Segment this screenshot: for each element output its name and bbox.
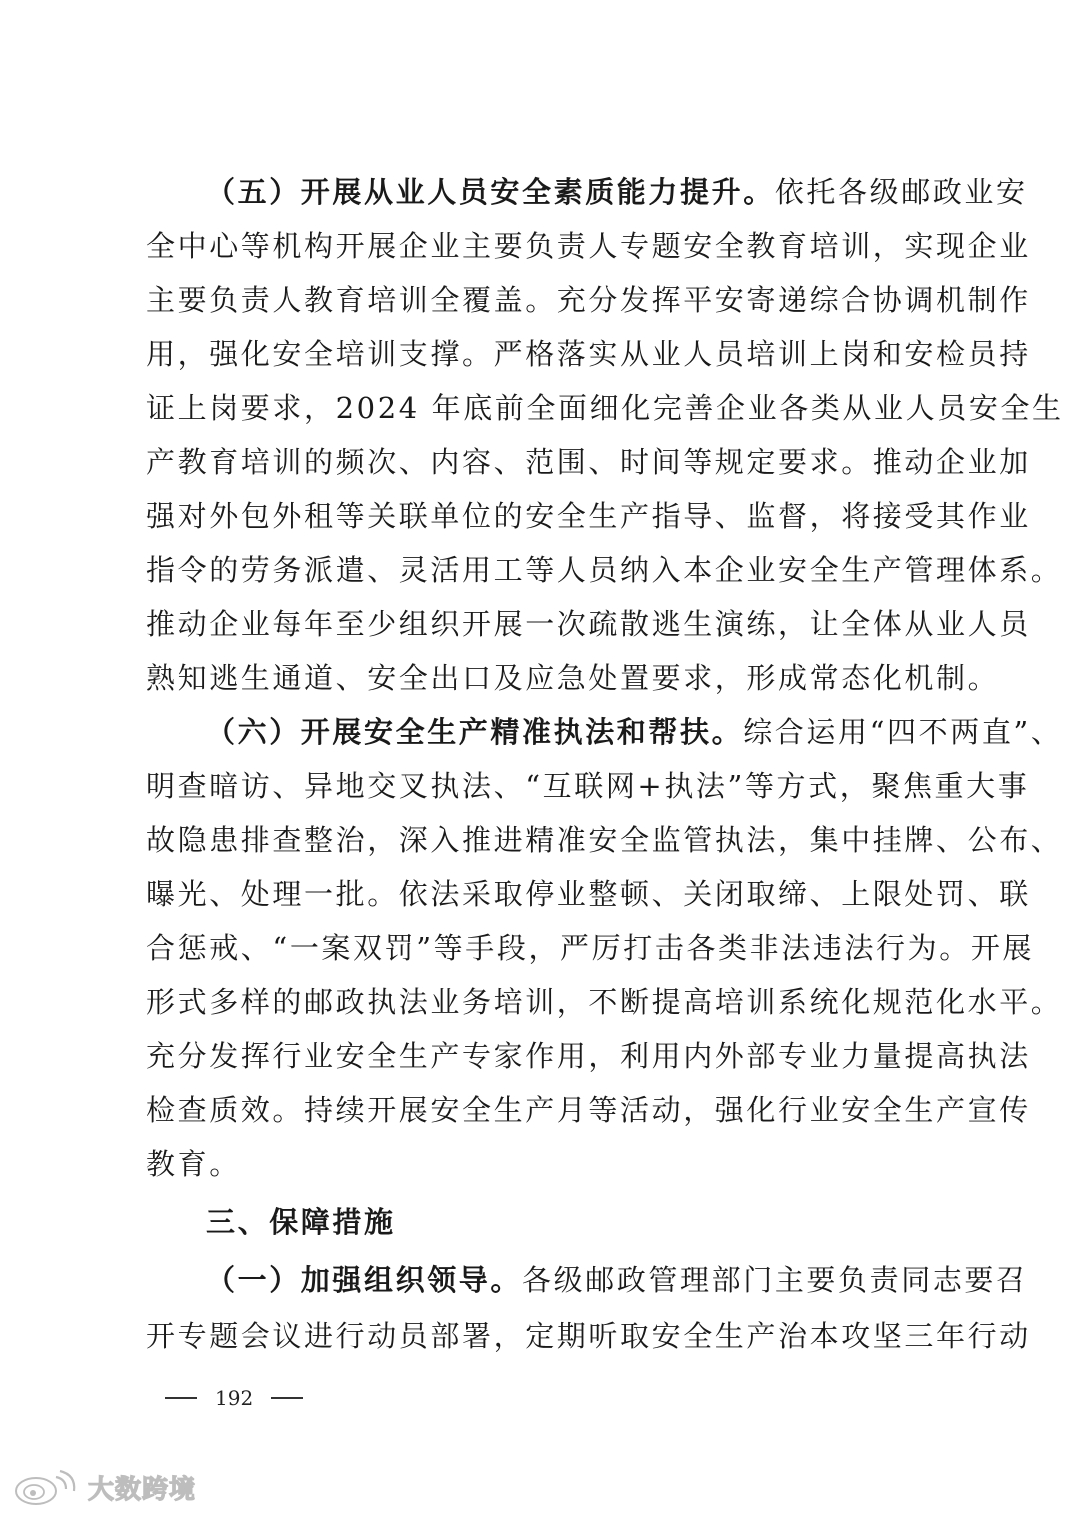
paragraph-six-line-3: 故隐患排查整治，深入推进精准安全监管执法，集中挂牌、公布、	[146, 823, 1063, 857]
watermark	[12, 1467, 196, 1507]
paragraph-six-line-9: 教育。	[146, 1147, 241, 1181]
paragraph-five-heading: （五）开展从业人员安全素质能力提升。	[206, 175, 775, 209]
paragraph-six-line-2: 明查暗访、异地交叉执法、“互联网+执法”等方式，聚焦重大事	[146, 769, 1030, 803]
paragraph-six-line-7: 充分发挥行业安全生产专家作用，利用内外部专业力量提高执法	[146, 1039, 1031, 1073]
paragraph-five-line-10: 熟知逃生通道、安全出口及应急处置要求，形成常态化机制。	[146, 661, 1000, 695]
paragraph-one-heading: （一）加强组织领导。	[206, 1263, 523, 1297]
section-heading: 三、保障措施	[206, 1205, 396, 1239]
paragraph-five-line-1: （五）开展从业人员安全素质能力提升。依托各级邮政业安	[206, 175, 1028, 209]
watermark-text: 大数跨境	[88, 1474, 197, 1505]
paragraph-six-line-4: 曝光、处理一批。依法采取停业整顿、关闭取缔、上限处罚、联	[146, 877, 1031, 911]
footer-dash-left	[165, 1397, 197, 1399]
paragraph-six-line-6: 形式多样的邮政执法业务培训，不断提高培训系统化规范化水平。	[146, 985, 1063, 1019]
paragraph-five-line-8: 指令的劳务派遣、灵活用工等人员纳入本企业安全生产管理体系。	[146, 553, 1063, 587]
paragraph-five-line-6: 产教育培训的频次、内容、范围、时间等规定要求。推动企业加	[146, 445, 1031, 479]
paragraph-six-line-8: 检查质效。持续开展安全生产月等活动，强化行业安全生产宣传	[146, 1093, 1031, 1127]
paragraph-five-line-4: 用，强化安全培训支撑。严格落实从业人员培训上岗和安检员持	[146, 337, 1031, 371]
paragraph-five-line-7: 强对外包外租等关联单位的安全生产指导、监督，将接受其作业	[146, 499, 1031, 533]
paragraph-five-line-3: 主要负责人教育培训全覆盖。充分发挥平安寄递综合协调机制作	[146, 283, 1031, 317]
paragraph-one-line-2: 开专题会议进行动员部署，定期听取安全生产治本攻坚三年行动	[146, 1319, 1031, 1353]
paragraph-five-line-2: 全中心等机构开展企业主要负责人专题安全教育培训，实现企业	[146, 229, 1031, 263]
page-footer	[165, 1383, 303, 1413]
paragraph-one-line-1: （一）加强组织领导。各级邮政管理部门主要负责同志要召	[206, 1263, 1028, 1297]
paragraph-five-line-9: 推动企业每年至少组织开展一次疏散逃生演练，让全体从业人员	[146, 607, 1031, 641]
footer-dash-right	[271, 1397, 303, 1399]
paragraph-six-heading: （六）开展安全生产精准执法和帮扶。	[206, 715, 744, 749]
page-number: 192	[215, 1386, 254, 1410]
paragraph-six-line-1: （六）开展安全生产精准执法和帮扶。综合运用“四不两直”、	[206, 715, 1063, 749]
weibo-icon	[12, 1467, 84, 1507]
paragraph-five-line-5: 证上岗要求，2024 年底前全面细化完善企业各类从业人员安全生	[146, 391, 1064, 425]
paragraph-six-line-5: 合惩戒、“一案双罚”等手段，严厉打击各类非法违法行为。开展	[146, 931, 1035, 965]
